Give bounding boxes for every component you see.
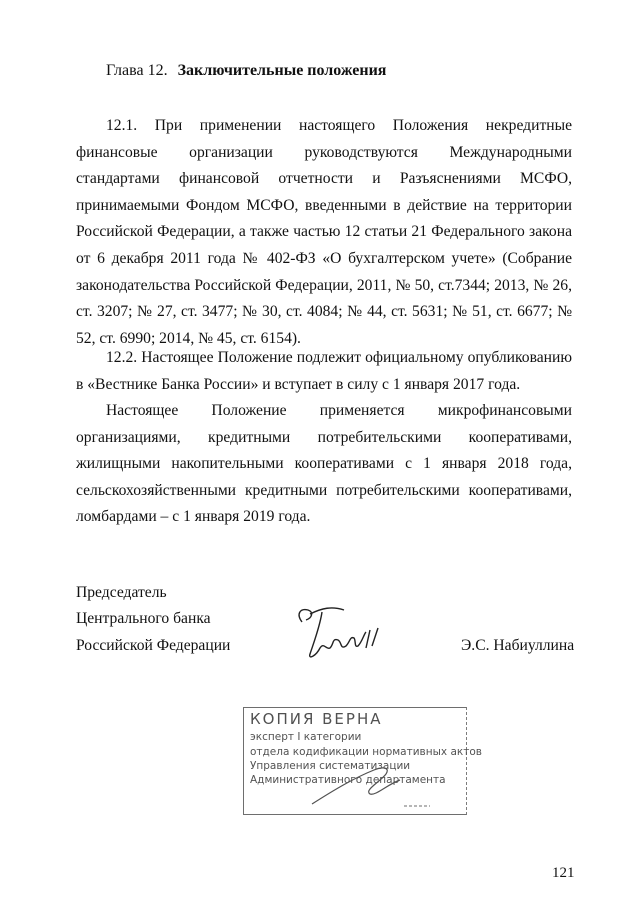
paragraph-applicability bbox=[76, 398, 572, 531]
stamp-line-1: эксперт I категории bbox=[250, 731, 362, 743]
handwritten-signature bbox=[292, 604, 387, 664]
page-number: 121 bbox=[552, 865, 575, 881]
chapter-number: Глава 12. bbox=[106, 62, 168, 79]
stamp-header: КОПИЯ ВЕРНА bbox=[250, 710, 383, 728]
stamp-signature bbox=[304, 760, 434, 810]
copy-certified-stamp bbox=[243, 707, 482, 815]
paragraph-text: 12.1. При применении настоящего Положения некредитные финансовые организации руководствуются Международными стандартами финансовой отчетности и Разъяснениями МСФО, принимаемыми Фондом МСФО, введенными в действие на территории Российской Федерации, а также частью 12 статьи 21 Федерального закона от 6 декабря 2011 года № 402-ФЗ «О бухгалтерском учете» (Собрание законодательства Российской Федерации, 2011, № 50, ст.7344; 2013, № 26, ст. 3207; № 27, ст. 3477; № 30, ст. 4084; № 44, ст. 5631; № 51, ст. 6677; № 52, ст. 6990; 2014, № 45, ст. 6154). bbox=[76, 117, 572, 347]
stamp-line-3: Управления систематизации bbox=[250, 760, 411, 772]
paragraph-text: 12.2. Настоящее Положение подлежит официальному опубликованию в «Вестнике Банка России» и вступает в силу с 1 января 2017 года. bbox=[76, 349, 572, 393]
signer-name: Э.С. Набиуллина bbox=[461, 637, 575, 654]
stamp-line-2: отдела кодификации нормативных актов bbox=[250, 746, 482, 758]
signature-block bbox=[76, 580, 230, 659]
signatory-position-line-2: Центрального банка bbox=[76, 610, 211, 628]
paragraph-text: Настоящее Положение применяется микрофинансовыми организациями, кредитными потребительскими кооперативами, жилищными накопительными кооперативами с 1 января 2018 года, сельскохозяйственными кредитными потребительскими кооперативами, ломбардами – с 1 января 2019 года. bbox=[76, 402, 572, 526]
chapter-title: Заключительные положения bbox=[177, 62, 387, 79]
signatory-position-line-3: Российской Федерации bbox=[76, 636, 231, 654]
paragraph-12-2 bbox=[76, 345, 572, 398]
chapter-heading bbox=[106, 60, 386, 82]
signatory-position-line-1: Председатель bbox=[76, 584, 167, 601]
stamp-line-4: Административного департамента bbox=[250, 774, 446, 786]
paragraph-12-1 bbox=[76, 113, 572, 352]
